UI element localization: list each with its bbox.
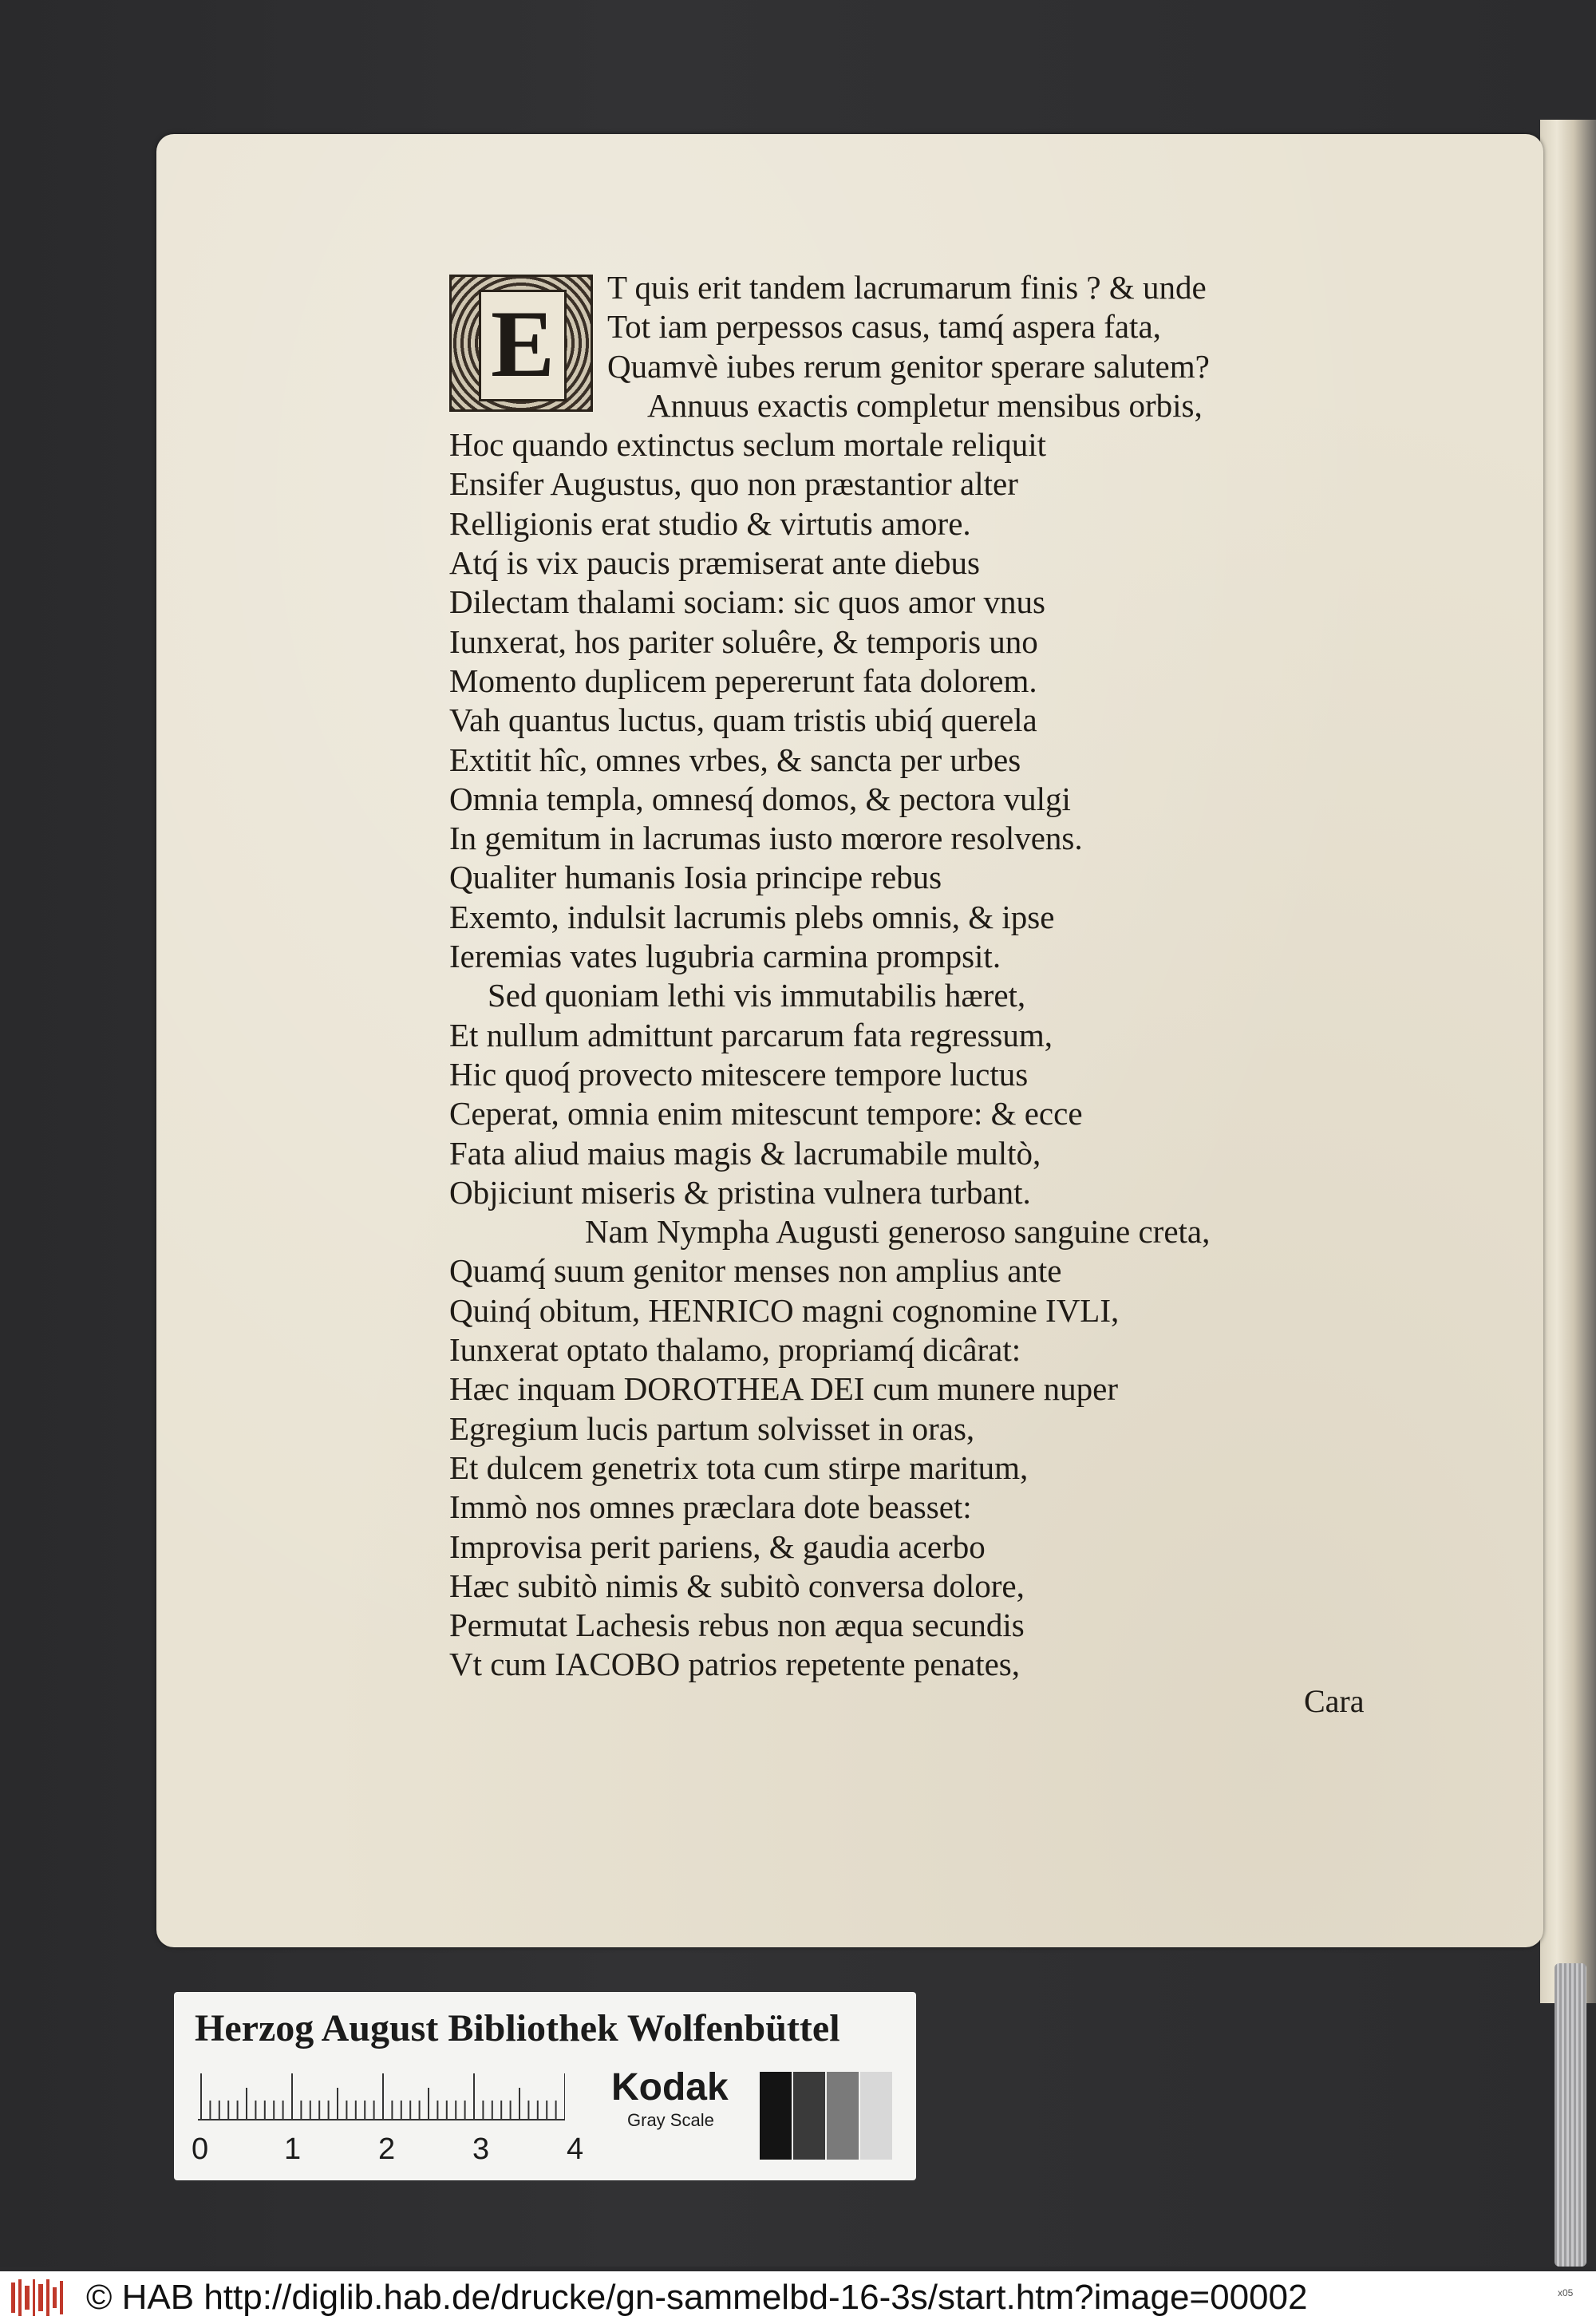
poem-text xyxy=(449,268,1391,1685)
poem-line: Relligionis erat studio & virtutis amore. xyxy=(449,504,971,542)
gray-scale-patches xyxy=(760,2072,892,2160)
poem-line: Vt cum IACOBO patrios repetente penates, xyxy=(449,1646,1021,1683)
ruler-number: 4 xyxy=(567,2132,584,2166)
gray-patch-black xyxy=(760,2072,792,2160)
kodak-logo: Kodak xyxy=(611,2066,729,2109)
hab-logo-icon xyxy=(10,2278,65,2318)
ruler-scale xyxy=(198,2069,565,2124)
gray-patch-dark xyxy=(793,2072,825,2160)
kodak-sublabel: Gray Scale xyxy=(627,2110,714,2130)
poem-line: Exemto, indulsit lacrumis plebs omnis, & ipse xyxy=(449,898,1055,935)
ruler-number: 0 xyxy=(192,2132,209,2166)
catchword: Cara xyxy=(1304,1683,1365,1719)
footer-mini-label: x05 xyxy=(1558,2287,1574,2298)
poem-line: Extitit hîc, omnes vrbes, & sancta per urbes xyxy=(449,741,1021,778)
color-calibration-card xyxy=(174,1992,916,2180)
poem-line: Quamq́ suum genitor menses non amplius ante xyxy=(449,1252,1062,1290)
poem-line: Omnia templa, omnesq́ domos, & pectora vulgi xyxy=(449,780,1071,817)
poem-line: Dilectam thalami sociam: sic quos amor vnus xyxy=(449,583,1045,621)
poem-line: Hic quoq́ provecto mitescere tempore luctus xyxy=(449,1055,1029,1093)
poem-line: Et dulcem genetrix tota cum stirpe maritum, xyxy=(449,1449,1029,1486)
poem-line: Iunxerat optato thalamo, propriamq́ dicârat: xyxy=(449,1331,1021,1369)
poem-line: Et nullum admittunt parcarum fata regressum, xyxy=(449,1016,1053,1053)
poem-line: Nam Nympha Augusti generoso sanguine creta, xyxy=(585,1213,1211,1251)
book-cover-edge xyxy=(1540,120,1596,2003)
poem-line: Quinq́ obitum, HENRICO magni cognomine IVLI, xyxy=(449,1291,1120,1329)
ruler-number: 2 xyxy=(378,2132,396,2166)
gray-patch-light xyxy=(860,2072,892,2160)
ruler-number: 1 xyxy=(284,2132,302,2166)
poem-line: Annuus exactis completur mensibus orbis, xyxy=(647,386,1203,424)
poem-line: Qualiter humanis Iosia principe rebus xyxy=(449,859,942,896)
poem-line: T quis erit tandem lacrumarum finis ? & unde xyxy=(607,269,1207,306)
gray-patch-mid xyxy=(827,2072,859,2160)
poem-line: Improvisa perit pariens, & gaudia acerbo xyxy=(449,1528,986,1565)
poem-line: Hæc subitò nimis & subitò conversa dolore, xyxy=(449,1567,1025,1604)
initial-letter-e: E xyxy=(479,290,567,401)
poem-line: Vah quantus luctus, quam tristis ubiq́ querela xyxy=(449,702,1037,739)
poem-line: Sed quoniam lethi vis immutabilis hæret, xyxy=(488,977,1026,1014)
poem-line: Ensifer Augustus, quo non præstantior alter xyxy=(449,465,1018,503)
poem-line: Ieremias vates lugubria carmina prompsit. xyxy=(449,938,1001,975)
poem-line: Iunxerat, hos pariter soluêre, & temporis uno xyxy=(449,622,1038,660)
poem-line: Momento duplicem pepererunt fata dolorem. xyxy=(449,662,1037,699)
poem-line: Fata aliud maius magis & lacrumabile multò, xyxy=(449,1134,1041,1172)
ruler-numbers xyxy=(192,2132,584,2172)
poem-line: Tot iam perpessos casus, tamq́ aspera fata, xyxy=(607,308,1161,346)
poem-line: Permutat Lachesis rebus non æqua secundis xyxy=(449,1607,1025,1644)
footer-bar xyxy=(0,2271,1596,2324)
poem-line: Ceperat, omnia enim mitescunt tempore: & ecce xyxy=(449,1095,1083,1132)
poem-line: Objiciunt miseris & pristina vulnera turbant. xyxy=(449,1173,1031,1211)
poem-line: Atq́ is vix paucis præmiserat ante diebus xyxy=(449,544,980,582)
poem-line: Hoc quando extinctus seclum mortale reliquit xyxy=(449,426,1047,464)
poem-line: In gemitum in lacrumas iusto mœrore resolvens. xyxy=(449,820,1083,857)
poem-line: Immò nos omnes præclara dote beasset: xyxy=(449,1488,972,1526)
library-name: Herzog August Bibliothek Wolfenbüttel xyxy=(195,2007,840,2049)
source-url[interactable]: © HAB http://diglib.hab.de/drucke/gn-sammelbd-16-3s/start.htm?image=00002 xyxy=(86,2278,1308,2317)
ruler-number: 3 xyxy=(472,2132,490,2166)
poem-line: Quamvè iubes rerum genitor sperare salutem? xyxy=(607,347,1210,385)
bookmark-strap xyxy=(1555,1963,1586,2267)
poem-line: Hæc inquam DOROTHEA DEI cum munere nuper xyxy=(449,1370,1119,1408)
poem-line: Egregium lucis partum solvisset in oras, xyxy=(449,1409,975,1447)
